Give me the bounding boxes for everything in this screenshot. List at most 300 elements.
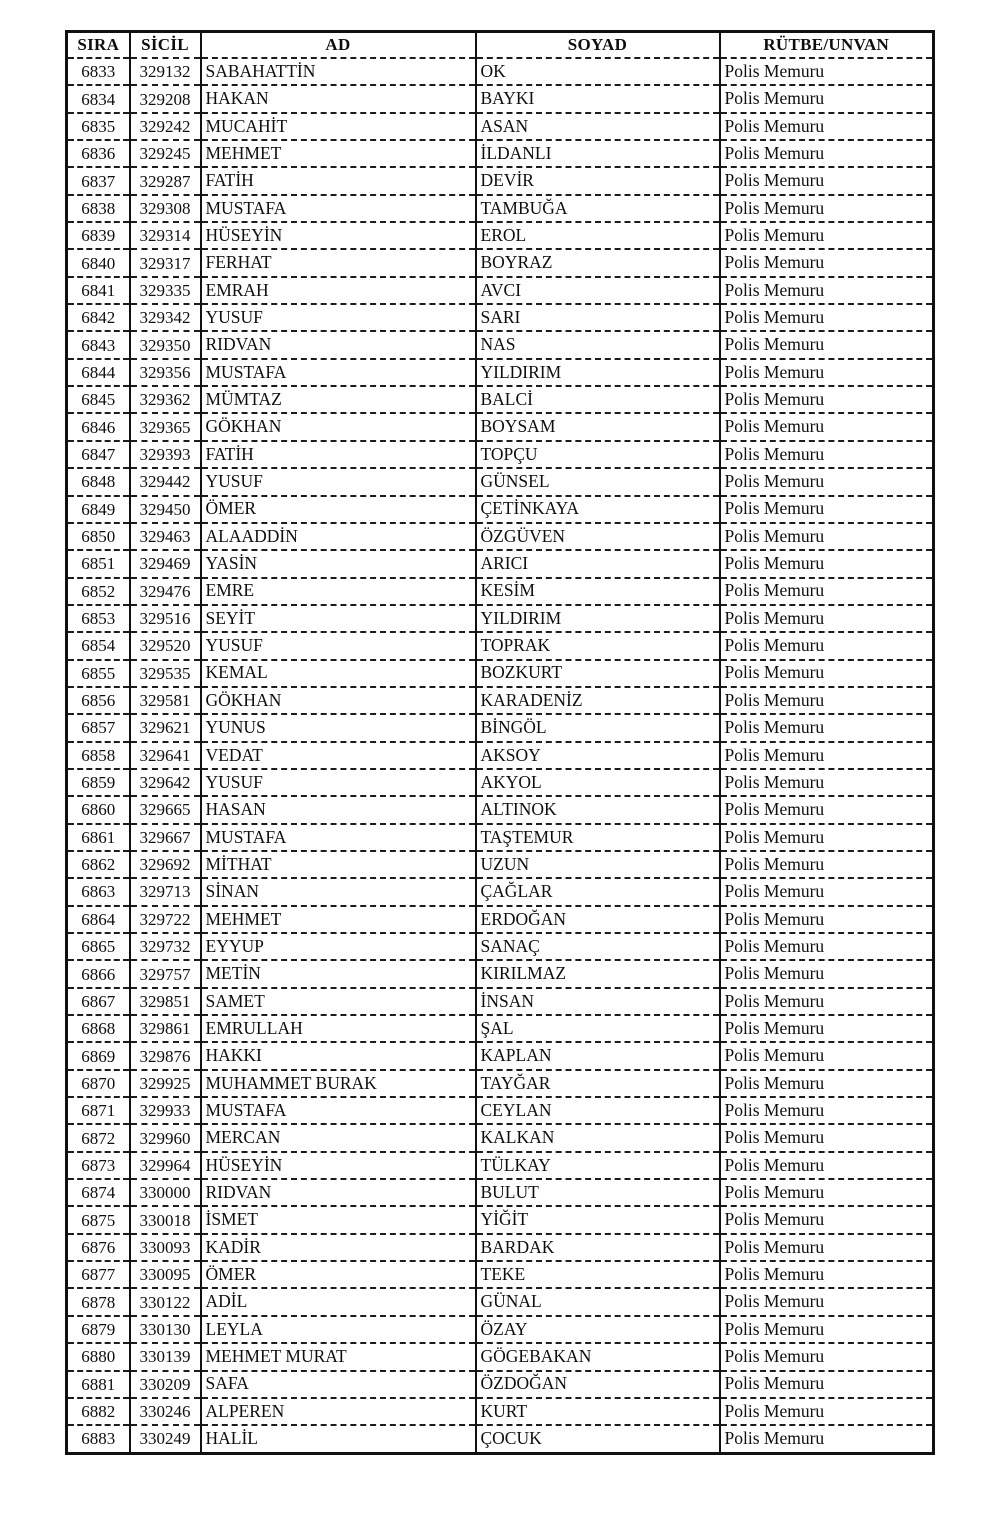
personnel-table-container bbox=[65, 30, 932, 1455]
cell-sicil: 329642 bbox=[130, 769, 201, 796]
cell-soyad: YİĞİT bbox=[476, 1206, 720, 1233]
cell-sira: 6840 bbox=[67, 249, 130, 276]
cell-ad: EMRAH bbox=[201, 277, 476, 304]
cell-ad: YUSUF bbox=[201, 769, 476, 796]
cell-sira: 6872 bbox=[67, 1124, 130, 1151]
cell-sira: 6881 bbox=[67, 1371, 130, 1398]
cell-sicil: 330209 bbox=[130, 1371, 201, 1398]
cell-soyad: YILDIRIM bbox=[476, 359, 720, 386]
cell-ad: MÜMTAZ bbox=[201, 386, 476, 413]
cell-sicil: 329450 bbox=[130, 496, 201, 523]
cell-sira: 6869 bbox=[67, 1042, 130, 1069]
cell-sicil: 330249 bbox=[130, 1425, 201, 1453]
cell-soyad: SANAÇ bbox=[476, 933, 720, 960]
cell-rutbe-unvan: Polis Memuru bbox=[720, 58, 934, 85]
table-body bbox=[67, 58, 934, 1453]
cell-ad: YASİN bbox=[201, 550, 476, 577]
cell-rutbe-unvan: Polis Memuru bbox=[720, 249, 934, 276]
cell-ad: YUSUF bbox=[201, 304, 476, 331]
cell-ad: MUHAMMET BURAK bbox=[201, 1070, 476, 1097]
cell-soyad: EROL bbox=[476, 222, 720, 249]
cell-ad: ÖMER bbox=[201, 496, 476, 523]
table-row bbox=[67, 85, 934, 112]
cell-sira: 6865 bbox=[67, 933, 130, 960]
cell-sira: 6866 bbox=[67, 960, 130, 987]
cell-rutbe-unvan: Polis Memuru bbox=[720, 1343, 934, 1370]
cell-rutbe-unvan: Polis Memuru bbox=[720, 413, 934, 440]
table-row bbox=[67, 1124, 934, 1151]
cell-rutbe-unvan: Polis Memuru bbox=[720, 359, 934, 386]
table-row bbox=[67, 769, 934, 796]
table-row bbox=[67, 331, 934, 358]
cell-rutbe-unvan: Polis Memuru bbox=[720, 933, 934, 960]
cell-sira: 6847 bbox=[67, 441, 130, 468]
cell-sira: 6867 bbox=[67, 988, 130, 1015]
cell-sicil: 329713 bbox=[130, 878, 201, 905]
table-row bbox=[67, 113, 934, 140]
cell-rutbe-unvan: Polis Memuru bbox=[720, 1206, 934, 1233]
cell-rutbe-unvan: Polis Memuru bbox=[720, 632, 934, 659]
table-row bbox=[67, 1288, 934, 1315]
cell-rutbe-unvan: Polis Memuru bbox=[720, 222, 934, 249]
cell-ad: SİNAN bbox=[201, 878, 476, 905]
header-ad: AD bbox=[201, 32, 476, 59]
header-soyad: SOYAD bbox=[476, 32, 720, 59]
cell-sira: 6841 bbox=[67, 277, 130, 304]
cell-ad: EMRE bbox=[201, 578, 476, 605]
cell-sicil: 329245 bbox=[130, 140, 201, 167]
cell-sira: 6874 bbox=[67, 1179, 130, 1206]
cell-sicil: 329362 bbox=[130, 386, 201, 413]
cell-sira: 6835 bbox=[67, 113, 130, 140]
cell-ad: RIDVAN bbox=[201, 1179, 476, 1206]
table-row bbox=[67, 714, 934, 741]
cell-ad: RIDVAN bbox=[201, 331, 476, 358]
cell-sicil: 329308 bbox=[130, 195, 201, 222]
cell-rutbe-unvan: Polis Memuru bbox=[720, 550, 934, 577]
cell-sicil: 330018 bbox=[130, 1206, 201, 1233]
cell-sira: 6880 bbox=[67, 1343, 130, 1370]
cell-rutbe-unvan: Polis Memuru bbox=[720, 1042, 934, 1069]
cell-rutbe-unvan: Polis Memuru bbox=[720, 1316, 934, 1343]
cell-soyad: ERDOĞAN bbox=[476, 906, 720, 933]
cell-sira: 6883 bbox=[67, 1425, 130, 1453]
cell-sira: 6861 bbox=[67, 824, 130, 851]
cell-soyad: ALTINOK bbox=[476, 796, 720, 823]
table-row bbox=[67, 1179, 934, 1206]
cell-soyad: BULUT bbox=[476, 1179, 720, 1206]
cell-sicil: 329960 bbox=[130, 1124, 201, 1151]
table-row bbox=[67, 1097, 934, 1124]
cell-soyad: TOPRAK bbox=[476, 632, 720, 659]
cell-rutbe-unvan: Polis Memuru bbox=[720, 386, 934, 413]
cell-rutbe-unvan: Polis Memuru bbox=[720, 742, 934, 769]
cell-sicil: 329757 bbox=[130, 960, 201, 987]
cell-sicil: 329393 bbox=[130, 441, 201, 468]
table-row bbox=[67, 1261, 934, 1288]
cell-sicil: 330139 bbox=[130, 1343, 201, 1370]
cell-ad: FERHAT bbox=[201, 249, 476, 276]
cell-sira: 6833 bbox=[67, 58, 130, 85]
cell-sira: 6864 bbox=[67, 906, 130, 933]
cell-sira: 6844 bbox=[67, 359, 130, 386]
cell-sira: 6871 bbox=[67, 1097, 130, 1124]
cell-ad: SEYİT bbox=[201, 605, 476, 632]
cell-soyad: AVCI bbox=[476, 277, 720, 304]
cell-soyad: BOYSAM bbox=[476, 413, 720, 440]
cell-sira: 6837 bbox=[67, 167, 130, 194]
cell-sira: 6856 bbox=[67, 687, 130, 714]
header-row bbox=[67, 32, 934, 59]
cell-soyad: SARI bbox=[476, 304, 720, 331]
cell-ad: MUSTAFA bbox=[201, 359, 476, 386]
table-row bbox=[67, 1206, 934, 1233]
cell-sira: 6859 bbox=[67, 769, 130, 796]
cell-rutbe-unvan: Polis Memuru bbox=[720, 496, 934, 523]
cell-soyad: TAŞTEMUR bbox=[476, 824, 720, 851]
header-rutbe-unvan: RÜTBE/UNVAN bbox=[720, 32, 934, 59]
table-row bbox=[67, 441, 934, 468]
cell-rutbe-unvan: Polis Memuru bbox=[720, 277, 934, 304]
table-row bbox=[67, 1070, 934, 1097]
cell-soyad: ÖZDOĞAN bbox=[476, 1371, 720, 1398]
cell-sicil: 329356 bbox=[130, 359, 201, 386]
cell-soyad: TAMBUĞA bbox=[476, 195, 720, 222]
cell-soyad: TÜLKAY bbox=[476, 1152, 720, 1179]
table-row bbox=[67, 195, 934, 222]
cell-rutbe-unvan: Polis Memuru bbox=[720, 85, 934, 112]
table-row bbox=[67, 413, 934, 440]
cell-soyad: BAYKI bbox=[476, 85, 720, 112]
cell-ad: FATİH bbox=[201, 441, 476, 468]
cell-ad: MEHMET MURAT bbox=[201, 1343, 476, 1370]
cell-sicil: 330095 bbox=[130, 1261, 201, 1288]
cell-ad: MİTHAT bbox=[201, 851, 476, 878]
table-row bbox=[67, 960, 934, 987]
cell-ad: HAKKI bbox=[201, 1042, 476, 1069]
cell-ad: KEMAL bbox=[201, 660, 476, 687]
cell-soyad: TAYĞAR bbox=[476, 1070, 720, 1097]
table-row bbox=[67, 796, 934, 823]
personnel-roster-table bbox=[65, 30, 935, 1455]
cell-ad: ALPEREN bbox=[201, 1398, 476, 1425]
cell-rutbe-unvan: Polis Memuru bbox=[720, 878, 934, 905]
cell-soyad: BALCİ bbox=[476, 386, 720, 413]
cell-soyad: ŞAL bbox=[476, 1015, 720, 1042]
cell-soyad: KESİM bbox=[476, 578, 720, 605]
cell-soyad: BARDAK bbox=[476, 1234, 720, 1261]
table-row bbox=[67, 1398, 934, 1425]
cell-rutbe-unvan: Polis Memuru bbox=[720, 523, 934, 550]
cell-ad: HASAN bbox=[201, 796, 476, 823]
table-row bbox=[67, 906, 934, 933]
cell-soyad: İNSAN bbox=[476, 988, 720, 1015]
cell-sicil: 329535 bbox=[130, 660, 201, 687]
cell-soyad: BİNGÖL bbox=[476, 714, 720, 741]
cell-sicil: 329667 bbox=[130, 824, 201, 851]
cell-sicil: 329335 bbox=[130, 277, 201, 304]
cell-sira: 6853 bbox=[67, 605, 130, 632]
cell-sira: 6857 bbox=[67, 714, 130, 741]
table-row bbox=[67, 632, 934, 659]
cell-ad: SABAHATTİN bbox=[201, 58, 476, 85]
cell-ad: ADİL bbox=[201, 1288, 476, 1315]
header-sira: SIRA bbox=[67, 32, 130, 59]
cell-ad: ALAADDİN bbox=[201, 523, 476, 550]
table-row bbox=[67, 988, 934, 1015]
table-row bbox=[67, 1042, 934, 1069]
cell-sira: 6858 bbox=[67, 742, 130, 769]
cell-ad: VEDAT bbox=[201, 742, 476, 769]
table-row bbox=[67, 140, 934, 167]
cell-rutbe-unvan: Polis Memuru bbox=[720, 851, 934, 878]
cell-soyad: CEYLAN bbox=[476, 1097, 720, 1124]
cell-sira: 6860 bbox=[67, 796, 130, 823]
table-row bbox=[67, 496, 934, 523]
cell-rutbe-unvan: Polis Memuru bbox=[720, 1152, 934, 1179]
cell-soyad: AKSOY bbox=[476, 742, 720, 769]
cell-sira: 6852 bbox=[67, 578, 130, 605]
cell-soyad: YILDIRIM bbox=[476, 605, 720, 632]
table-row bbox=[67, 605, 934, 632]
cell-sicil: 329350 bbox=[130, 331, 201, 358]
table-row bbox=[67, 468, 934, 495]
cell-sira: 6879 bbox=[67, 1316, 130, 1343]
table-row bbox=[67, 277, 934, 304]
table-row bbox=[67, 386, 934, 413]
cell-soyad: UZUN bbox=[476, 851, 720, 878]
cell-sicil: 329925 bbox=[130, 1070, 201, 1097]
cell-soyad: TEKE bbox=[476, 1261, 720, 1288]
cell-soyad: İLDANLI bbox=[476, 140, 720, 167]
cell-sira: 6877 bbox=[67, 1261, 130, 1288]
cell-rutbe-unvan: Polis Memuru bbox=[720, 687, 934, 714]
cell-sicil: 329692 bbox=[130, 851, 201, 878]
table-row bbox=[67, 878, 934, 905]
cell-soyad: GÜNSEL bbox=[476, 468, 720, 495]
cell-sicil: 329851 bbox=[130, 988, 201, 1015]
cell-sira: 6838 bbox=[67, 195, 130, 222]
cell-sicil: 330093 bbox=[130, 1234, 201, 1261]
cell-soyad: ASAN bbox=[476, 113, 720, 140]
cell-rutbe-unvan: Polis Memuru bbox=[720, 1288, 934, 1315]
cell-ad: LEYLA bbox=[201, 1316, 476, 1343]
cell-ad: SAFA bbox=[201, 1371, 476, 1398]
cell-sicil: 329442 bbox=[130, 468, 201, 495]
cell-sicil: 329581 bbox=[130, 687, 201, 714]
cell-soyad: AKYOL bbox=[476, 769, 720, 796]
cell-sira: 6836 bbox=[67, 140, 130, 167]
cell-rutbe-unvan: Polis Memuru bbox=[720, 331, 934, 358]
cell-ad: EYYUP bbox=[201, 933, 476, 960]
cell-sira: 6843 bbox=[67, 331, 130, 358]
cell-ad: KADİR bbox=[201, 1234, 476, 1261]
cell-ad: ÖMER bbox=[201, 1261, 476, 1288]
cell-sicil: 329933 bbox=[130, 1097, 201, 1124]
cell-sicil: 330130 bbox=[130, 1316, 201, 1343]
cell-ad: HAKAN bbox=[201, 85, 476, 112]
cell-ad: HALİL bbox=[201, 1425, 476, 1453]
cell-rutbe-unvan: Polis Memuru bbox=[720, 988, 934, 1015]
table-row bbox=[67, 660, 934, 687]
cell-sira: 6876 bbox=[67, 1234, 130, 1261]
cell-sira: 6842 bbox=[67, 304, 130, 331]
cell-ad: HÜSEYİN bbox=[201, 222, 476, 249]
cell-sicil: 329242 bbox=[130, 113, 201, 140]
cell-sira: 6882 bbox=[67, 1398, 130, 1425]
cell-rutbe-unvan: Polis Memuru bbox=[720, 714, 934, 741]
cell-ad: SAMET bbox=[201, 988, 476, 1015]
cell-ad: YUSUF bbox=[201, 632, 476, 659]
table-row bbox=[67, 359, 934, 386]
table-row bbox=[67, 167, 934, 194]
cell-rutbe-unvan: Polis Memuru bbox=[720, 1234, 934, 1261]
cell-sicil: 329732 bbox=[130, 933, 201, 960]
cell-soyad: ÖZAY bbox=[476, 1316, 720, 1343]
cell-soyad: KARADENİZ bbox=[476, 687, 720, 714]
cell-sicil: 330122 bbox=[130, 1288, 201, 1315]
cell-sicil: 330000 bbox=[130, 1179, 201, 1206]
cell-soyad: GÜNAL bbox=[476, 1288, 720, 1315]
table-row bbox=[67, 249, 934, 276]
table-row bbox=[67, 742, 934, 769]
cell-sira: 6878 bbox=[67, 1288, 130, 1315]
cell-ad: METİN bbox=[201, 960, 476, 987]
cell-rutbe-unvan: Polis Memuru bbox=[720, 195, 934, 222]
cell-ad: İSMET bbox=[201, 1206, 476, 1233]
cell-sicil: 329132 bbox=[130, 58, 201, 85]
table-row bbox=[67, 1425, 934, 1453]
cell-sicil: 329876 bbox=[130, 1042, 201, 1069]
cell-rutbe-unvan: Polis Memuru bbox=[720, 960, 934, 987]
cell-soyad: KALKAN bbox=[476, 1124, 720, 1151]
cell-sira: 6862 bbox=[67, 851, 130, 878]
cell-soyad: KAPLAN bbox=[476, 1042, 720, 1069]
cell-sicil: 329208 bbox=[130, 85, 201, 112]
table-row bbox=[67, 1371, 934, 1398]
cell-rutbe-unvan: Polis Memuru bbox=[720, 468, 934, 495]
table-row bbox=[67, 687, 934, 714]
cell-sicil: 329463 bbox=[130, 523, 201, 550]
cell-ad: MEHMET bbox=[201, 140, 476, 167]
cell-sicil: 329314 bbox=[130, 222, 201, 249]
cell-sicil: 329516 bbox=[130, 605, 201, 632]
cell-sira: 6845 bbox=[67, 386, 130, 413]
cell-sicil: 329665 bbox=[130, 796, 201, 823]
cell-rutbe-unvan: Polis Memuru bbox=[720, 1097, 934, 1124]
cell-ad: YUNUS bbox=[201, 714, 476, 741]
cell-sira: 6851 bbox=[67, 550, 130, 577]
cell-sicil: 329621 bbox=[130, 714, 201, 741]
cell-sira: 6848 bbox=[67, 468, 130, 495]
cell-sira: 6849 bbox=[67, 496, 130, 523]
cell-rutbe-unvan: Polis Memuru bbox=[720, 1070, 934, 1097]
cell-ad: MUSTAFA bbox=[201, 195, 476, 222]
cell-sicil: 329964 bbox=[130, 1152, 201, 1179]
cell-soyad: GÖGEBAKAN bbox=[476, 1343, 720, 1370]
cell-sira: 6868 bbox=[67, 1015, 130, 1042]
cell-ad: EMRULLAH bbox=[201, 1015, 476, 1042]
cell-rutbe-unvan: Polis Memuru bbox=[720, 796, 934, 823]
cell-ad: MUSTAFA bbox=[201, 1097, 476, 1124]
table-header bbox=[67, 32, 934, 59]
cell-rutbe-unvan: Polis Memuru bbox=[720, 578, 934, 605]
cell-sicil: 330246 bbox=[130, 1398, 201, 1425]
cell-sira: 6839 bbox=[67, 222, 130, 249]
cell-sicil: 329722 bbox=[130, 906, 201, 933]
cell-soyad: KURT bbox=[476, 1398, 720, 1425]
cell-rutbe-unvan: Polis Memuru bbox=[720, 769, 934, 796]
cell-rutbe-unvan: Polis Memuru bbox=[720, 304, 934, 331]
cell-ad: HÜSEYİN bbox=[201, 1152, 476, 1179]
cell-ad: MEHMET bbox=[201, 906, 476, 933]
cell-ad: MUCAHİT bbox=[201, 113, 476, 140]
cell-sicil: 329469 bbox=[130, 550, 201, 577]
table-row bbox=[67, 578, 934, 605]
cell-rutbe-unvan: Polis Memuru bbox=[720, 660, 934, 687]
table-row bbox=[67, 222, 934, 249]
cell-sicil: 329641 bbox=[130, 742, 201, 769]
cell-rutbe-unvan: Polis Memuru bbox=[720, 906, 934, 933]
cell-sicil: 329365 bbox=[130, 413, 201, 440]
cell-ad: FATİH bbox=[201, 167, 476, 194]
cell-sira: 6873 bbox=[67, 1152, 130, 1179]
cell-rutbe-unvan: Polis Memuru bbox=[720, 1398, 934, 1425]
table-row bbox=[67, 851, 934, 878]
cell-rutbe-unvan: Polis Memuru bbox=[720, 1371, 934, 1398]
table-row bbox=[67, 550, 934, 577]
cell-soyad: ÇAĞLAR bbox=[476, 878, 720, 905]
cell-soyad: NAS bbox=[476, 331, 720, 358]
cell-sira: 6834 bbox=[67, 85, 130, 112]
table-row bbox=[67, 58, 934, 85]
cell-soyad: BOYRAZ bbox=[476, 249, 720, 276]
cell-sicil: 329861 bbox=[130, 1015, 201, 1042]
cell-rutbe-unvan: Polis Memuru bbox=[720, 605, 934, 632]
cell-rutbe-unvan: Polis Memuru bbox=[720, 1425, 934, 1453]
cell-soyad: KIRILMAZ bbox=[476, 960, 720, 987]
table-row bbox=[67, 304, 934, 331]
header-sicil: SİCİL bbox=[130, 32, 201, 59]
cell-rutbe-unvan: Polis Memuru bbox=[720, 1015, 934, 1042]
cell-soyad: BOZKURT bbox=[476, 660, 720, 687]
table-row bbox=[67, 1234, 934, 1261]
cell-sicil: 329287 bbox=[130, 167, 201, 194]
cell-sira: 6875 bbox=[67, 1206, 130, 1233]
cell-rutbe-unvan: Polis Memuru bbox=[720, 1179, 934, 1206]
cell-soyad: OK bbox=[476, 58, 720, 85]
table-row bbox=[67, 933, 934, 960]
cell-ad: GÖKHAN bbox=[201, 413, 476, 440]
table-row bbox=[67, 1015, 934, 1042]
cell-rutbe-unvan: Polis Memuru bbox=[720, 1124, 934, 1151]
cell-soyad: TOPÇU bbox=[476, 441, 720, 468]
cell-sira: 6854 bbox=[67, 632, 130, 659]
cell-sira: 6863 bbox=[67, 878, 130, 905]
cell-soyad: ÖZGÜVEN bbox=[476, 523, 720, 550]
cell-soyad: ÇOCUK bbox=[476, 1425, 720, 1453]
cell-rutbe-unvan: Polis Memuru bbox=[720, 140, 934, 167]
cell-rutbe-unvan: Polis Memuru bbox=[720, 113, 934, 140]
table-row bbox=[67, 523, 934, 550]
cell-sira: 6855 bbox=[67, 660, 130, 687]
cell-rutbe-unvan: Polis Memuru bbox=[720, 167, 934, 194]
cell-sira: 6850 bbox=[67, 523, 130, 550]
cell-sicil: 329476 bbox=[130, 578, 201, 605]
cell-sicil: 329317 bbox=[130, 249, 201, 276]
table-row bbox=[67, 1343, 934, 1370]
cell-sicil: 329342 bbox=[130, 304, 201, 331]
